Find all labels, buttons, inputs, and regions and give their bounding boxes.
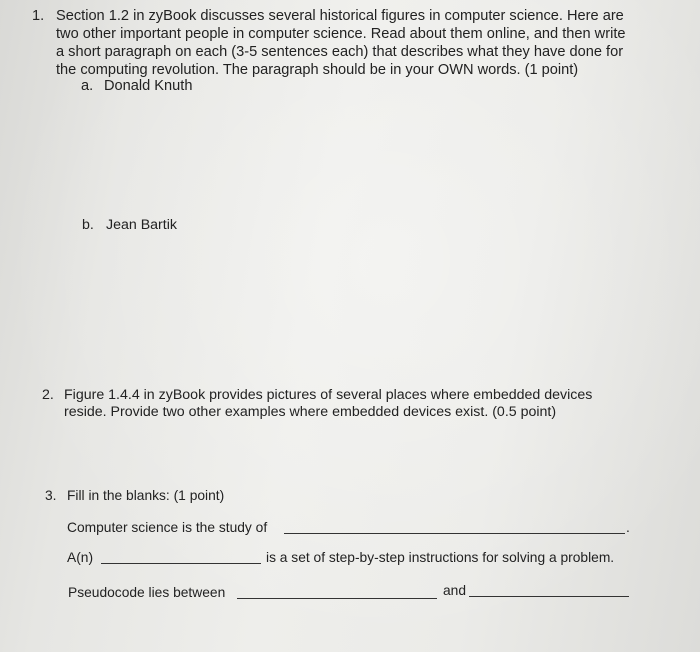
fill-blank-2-suffix: is a set of step-by-step instructions for solving a problem. <box>266 550 615 565</box>
question-3-title: Fill in the blanks: (1 point) <box>67 488 225 503</box>
question-1a-marker: a. <box>81 78 94 94</box>
fill-blank-3-middle: and <box>443 583 467 598</box>
question-1-number: 1. <box>32 8 45 24</box>
fill-blank-3a-line[interactable] <box>237 598 437 599</box>
fill-blank-2-line[interactable] <box>101 563 261 564</box>
question-1-line-4: the computing revolution. The paragraph should be in your OWN words. (1 point) <box>56 62 579 78</box>
question-1b-label: Jean Bartik <box>106 217 177 233</box>
question-1-line-3: a short paragraph on each (3-5 sentences each) that describes what they have done for <box>56 44 624 60</box>
question-1-line-1: Section 1.2 in zyBook discusses several historical figures in computer science. Here are <box>56 8 624 24</box>
fill-blank-1-line[interactable] <box>284 533 625 534</box>
fill-blank-3-prefix: Pseudocode lies between <box>68 585 226 600</box>
question-3-number: 3. <box>45 488 57 503</box>
fill-blank-3b-line[interactable] <box>469 596 629 597</box>
question-1b-marker: b. <box>82 217 94 233</box>
fill-blank-2-prefix: A(n) <box>67 550 94 565</box>
question-2-line-1: Figure 1.4.4 in zyBook provides pictures of several places where embedded devices <box>64 387 593 403</box>
question-1-line-2: two other important people in computer science. Read about them online, and then write <box>56 26 626 42</box>
fill-blank-1-suffix: . <box>626 520 630 535</box>
question-2-line-2: reside. Provide two other examples where embedded devices exist. (0.5 point) <box>64 404 557 420</box>
question-2-number: 2. <box>42 387 54 403</box>
question-1a-label: Donald Knuth <box>104 78 193 94</box>
fill-blank-1-prefix: Computer science is the study of <box>67 520 268 535</box>
